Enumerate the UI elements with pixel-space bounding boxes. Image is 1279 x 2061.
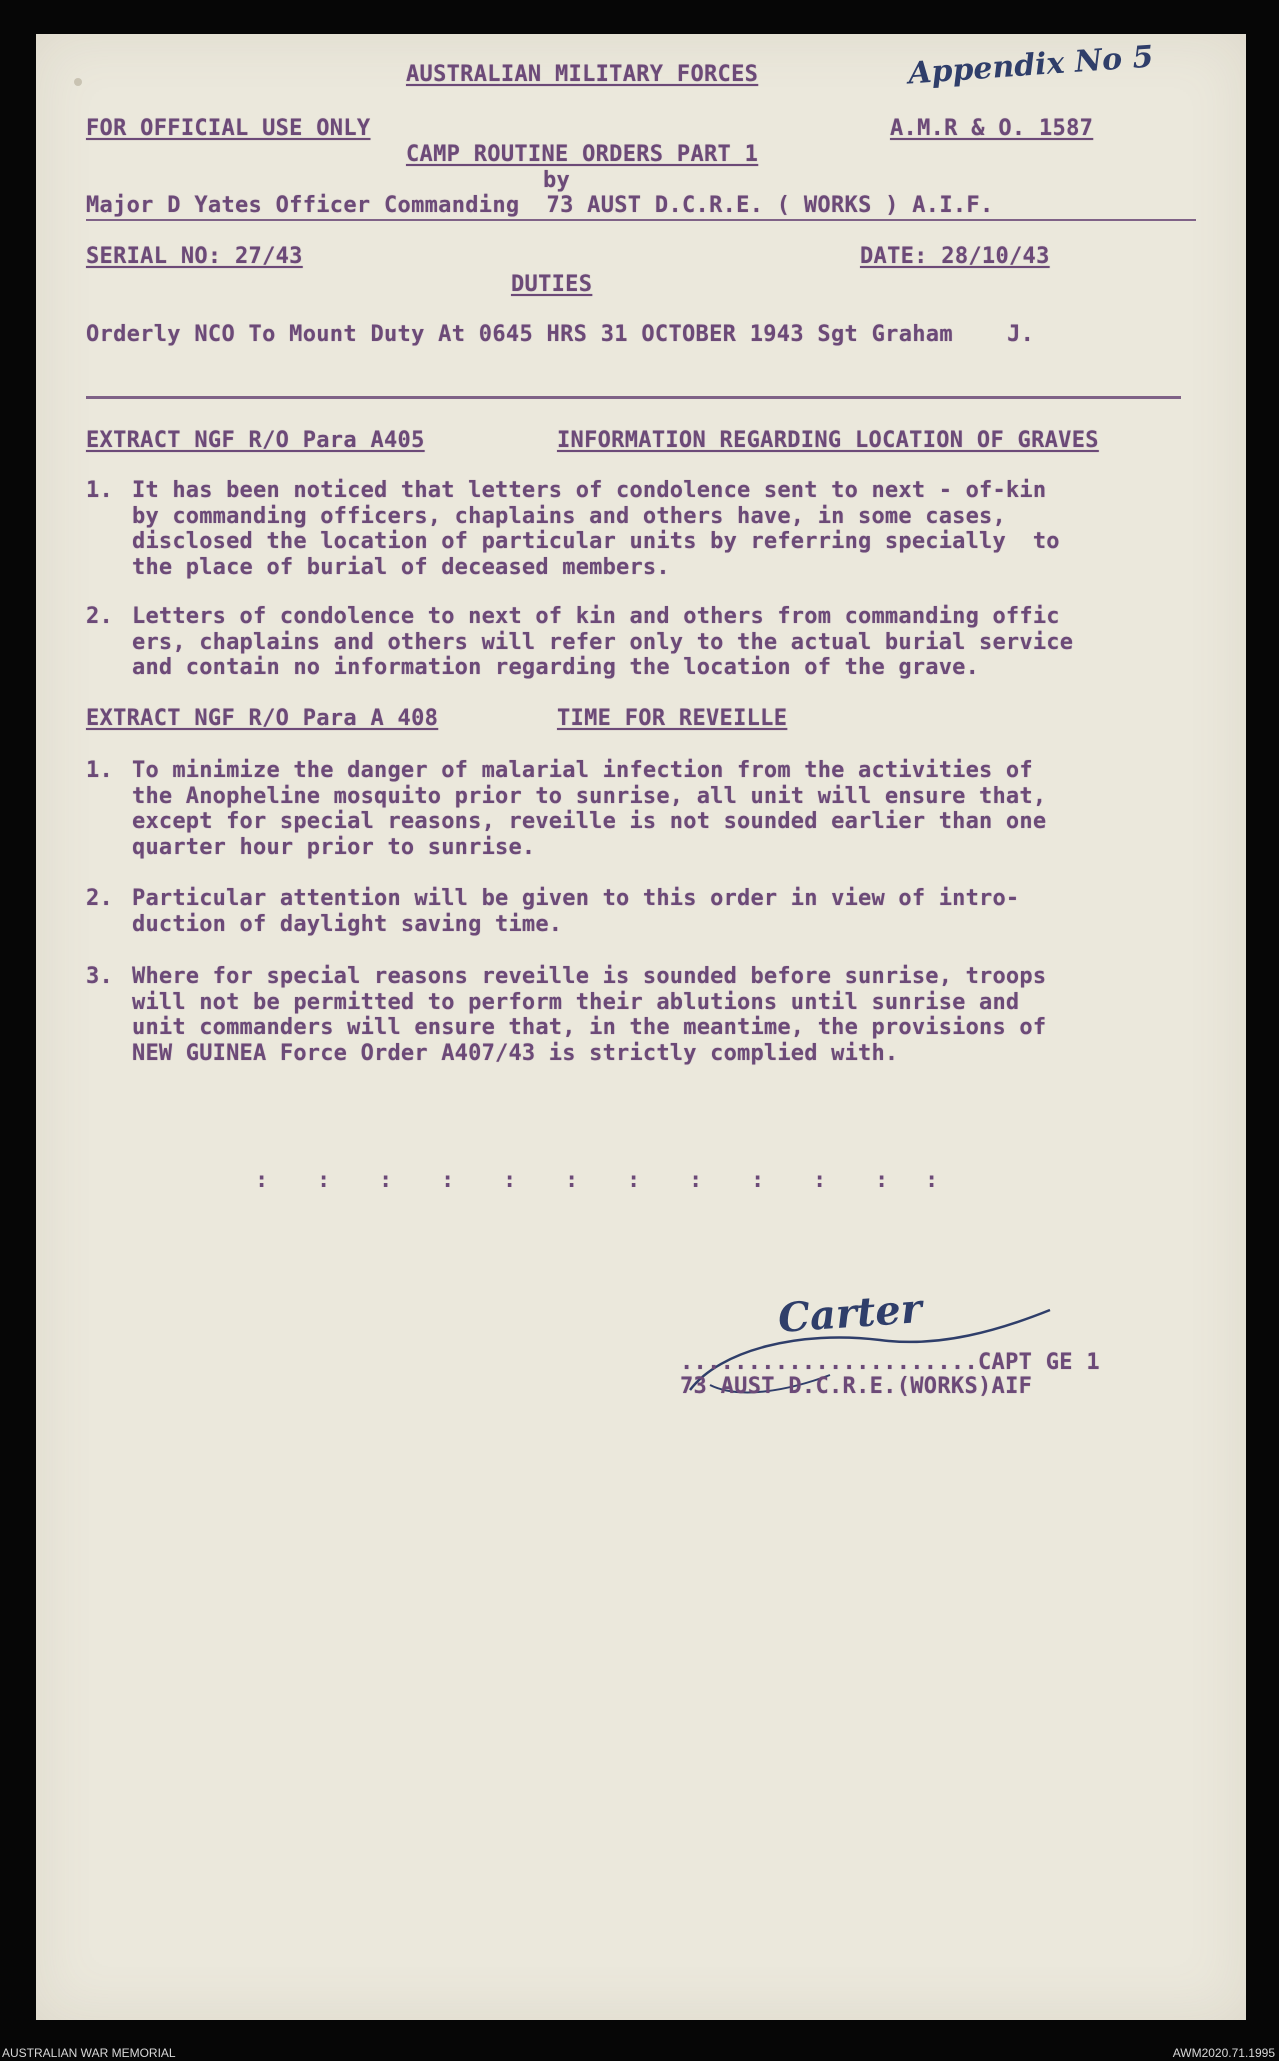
commander-line: Major D Yates Officer Commanding 73 AUST D.C.R.E. ( WORKS ) A.I.F. (86, 193, 994, 218)
separator-mark: : (441, 1168, 455, 1193)
section2-item-number: 2. (86, 886, 113, 911)
section2-item-number: 1. (86, 758, 113, 783)
section2-heading: TIME FOR REVEILLE (557, 706, 788, 731)
separator-mark: : (503, 1168, 517, 1193)
section-divider (86, 396, 1181, 399)
signature-unit: 73 AUST D.C.R.E.(WORKS)AIF (680, 1374, 1033, 1399)
duties-heading: DUTIES (511, 272, 593, 297)
handwritten-signature: Carter (776, 1285, 924, 1342)
orders-title: CAMP ROUTINE ORDERS PART 1 (406, 142, 759, 167)
section1-reference: EXTRACT NGF R/O Para A405 (86, 428, 425, 453)
section1-heading: INFORMATION REGARDING LOCATION OF GRAVES (557, 428, 1099, 453)
separator-mark: : (565, 1168, 579, 1193)
by-label: by (543, 168, 571, 193)
org-heading: AUSTRALIAN MILITARY FORCES (406, 62, 759, 87)
separator-mark: : (689, 1168, 703, 1193)
order-date: DATE: 28/10/43 (860, 244, 1050, 269)
separator-mark: : (317, 1168, 331, 1193)
footer-source: AUSTRALIAN WAR MEMORIAL (2, 2046, 176, 2060)
handwritten-appendix: Appendix No 5 (907, 39, 1155, 92)
footer-catalog-number: AWM2020.71.1995 (1172, 2046, 1275, 2060)
section2-item-number: 3. (86, 964, 113, 989)
section1-item-number: 1. (86, 478, 113, 503)
separator-mark: : (925, 1168, 939, 1193)
separator-mark: : (379, 1168, 393, 1193)
commander-underline (86, 219, 1196, 221)
separator-mark: : (627, 1168, 641, 1193)
separator-mark: : (813, 1168, 827, 1193)
separator-mark: : (751, 1168, 765, 1193)
section1-item-text: Letters of condolence to next of kin and others from commanding offic ers, chaplains and others will refer only to the actual burial service and contain no information regarding the location of the grave. (132, 604, 1074, 680)
section1-item-number: 2. (86, 604, 113, 629)
section1-item-text: It has been noticed that letters of condolence sent to next - of-kin by commanding officers, chaplains and others have, in some cases, disclosed the location of particular units by referring specially to the place of burial of deceased members. (132, 478, 1060, 580)
separator-mark: : (255, 1168, 269, 1193)
section2-item-text: To minimize the danger of malarial infection from the activities of the Anopheline mosquito prior to sunrise, all unit will ensure that, except for special reasons, reveille is not sounded earlier than one quarter hour prior to sunrise. (132, 758, 1047, 860)
punch-mark (74, 78, 82, 86)
separator-mark: : (875, 1168, 889, 1193)
serial-number: SERIAL NO: 27/43 (86, 244, 303, 269)
reference-number: A.M.R & O. 1587 (890, 116, 1094, 141)
official-use-label: FOR OFFICIAL USE ONLY (86, 116, 371, 141)
section2-item-text: Particular attention will be given to this order in view of intro- duction of daylight saving time. (132, 886, 1020, 937)
signature-line: ......................CAPT GE 1 (680, 1350, 1100, 1375)
colon-separator (0, 1168, 1279, 1198)
section2-reference: EXTRACT NGF R/O Para A 408 (86, 706, 439, 731)
duties-text: Orderly NCO To Mount Duty At 0645 HRS 31 OCTOBER 1943 Sgt Graham J. (86, 322, 1035, 347)
section2-item-text: Where for special reasons reveille is sounded before sunrise, troops will not be permitted to perform their ablutions until sunrise and unit commanders will ensure that, in the meantime, the provisions of NEW GUINEA Force Order A407/43 is strictly complied with. (132, 964, 1047, 1066)
